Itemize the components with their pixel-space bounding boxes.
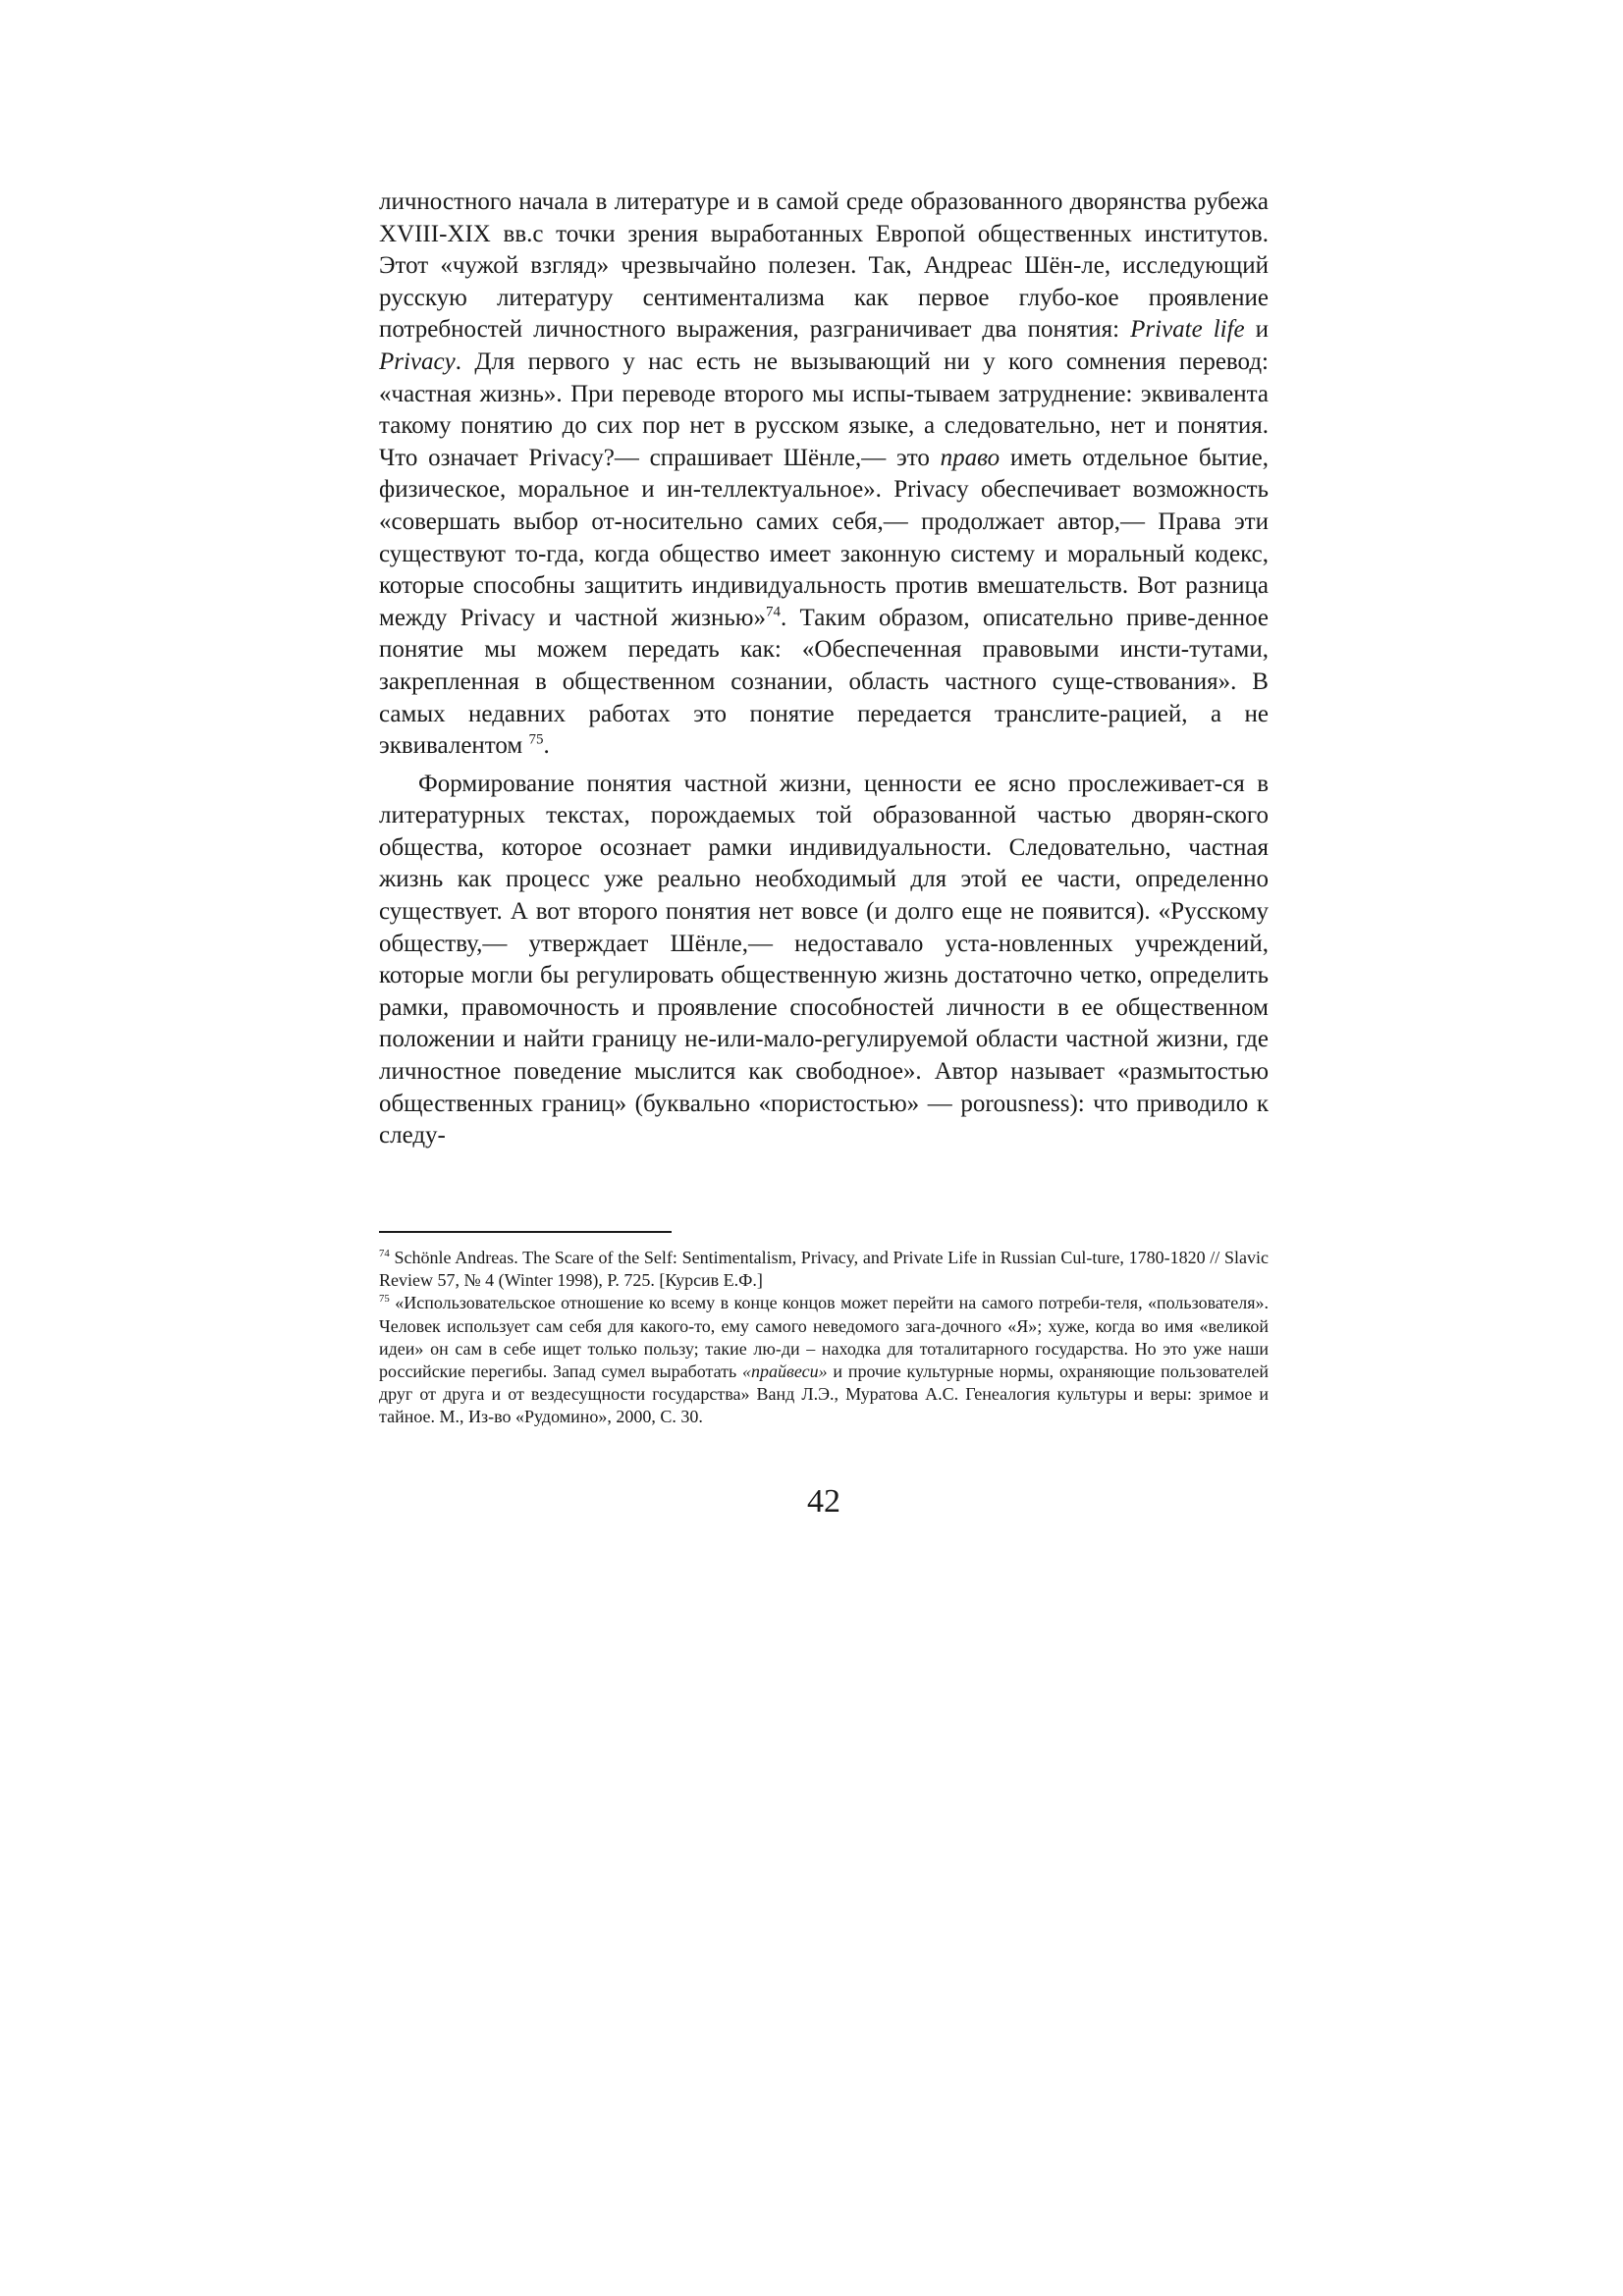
footnote-ref-74[interactable]: 74 [765, 604, 781, 620]
footnote-74 [379, 1247, 1269, 1292]
paragraph-1 [379, 187, 1269, 763]
footnote-divider [379, 1231, 672, 1233]
paragraph-1-text-4: иметь отдельное бытие, физическое, моральное и ин-теллектуальное». Privacy обеспечивает возможность «совершать выбор от-носительно самих себя,— продолжает автор,— Права эти существуют то-гда, когда общество имеет законную систему и моральный кодекс, которые способны защитить индивидуальность против вмешательств. Вот разница между Privacy и частной жизнью» [379, 444, 1270, 631]
paragraph-2: Формирование понятия частной жизни, ценности ее ясно прослеживает-ся в литературных текстах, порождаемых той образованной частью дворян-ского общества, которое осознает рамки индивидуальности. Следовательно, частная жизнь как процесс уже реально необходимый для этой ее части, определенно существует. А вот второго понятия нет вовсе (и долго еще не появится). «Русскому обществу,— утверждает Шёнле,— недоставало уста-новленных учреждений, которые могли бы регулировать общественную жизнь достаточно четко, определить рамки, правомочность и проявление способностей личности в ее общественном положении и найти границу не-или-мало-регулируемой области частной жизни, где личностное поведение мыслится как свободное». Автор называет «размытостью общественных границ» (буквально «пористостью» — porousness): что приводило к следу- [379, 770, 1269, 1149]
term-privacy: Privacy [379, 347, 456, 375]
footnote-number-74: 74 [379, 1248, 390, 1259]
footnote-74-text: Schönle Andreas. The Scare of the Self: Sentimentalism, Privacy, and Private Life in Russian Cul-ture, 1780-1820 // Slavic Review 57, № 4 (Winter 1998), P. 725. [Курсив Е.Ф.] [379, 1248, 1269, 1291]
emphasis-pravo: право [940, 444, 1001, 471]
paragraph-1-text-3: . Для первого у нас есть не вызывающий ни у кого сомнения перевод: «частная жизнь». При переводе второго мы испы-тываем затруднение: эквивалента такому понятию до сих пор нет в русском языке, а следовательно, нет и понятия. Что означает Privacy?— спрашивает Шёнле,— это [379, 347, 1269, 471]
footnotes [379, 1247, 1269, 1429]
term-private-life: Private life [1130, 316, 1245, 344]
footnote-75 [379, 1292, 1269, 1428]
page-body [379, 187, 1269, 1152]
paragraph-1-text-5: . Таким образом, описательно приве-денное понятие мы можем передать как: «Обеспеченная правовыми инсти-тутами, закрепленная в общественном сознании, область частного суще-ствования». В самых недавних работах это понятие передается транслите-рацией, а не эквивалентом [379, 604, 1269, 760]
page-number: 42 [807, 1483, 840, 1520]
footnote-number-75: 75 [379, 1293, 390, 1306]
footnote-ref-75[interactable]: 75 [528, 731, 544, 748]
footnote-75-text-2: и прочие культурные нормы, охраняющие пользователей друг от друга и от вездесущности государства» Ванд Л.Э., Муратова А.С. Генеалогия культуры и веры: зримое и тайное. М., Из-во «Рудомино», 2000, С. 30. [379, 1362, 1269, 1427]
paragraph-1-text-2: и [1244, 316, 1269, 344]
footnote-75-text-1: «Использовательское отношение ко всему в конце концов может перейти на самого потреби-теля, «пользователя». Человек использует сам себя для какого-то, ему самого неведомого зага-дочного «Я»; хуже, когда во имя «великой идеи» он сам в себе ищет только пользу; такие лю-ди – находка для тоталитарного государства. Но это уже наши российские перегибы. Запад сумел выработать [379, 1293, 1269, 1382]
footnote-75-emphasis: «прайвеси» [742, 1362, 828, 1382]
paragraph-1-text-6: . [543, 732, 550, 760]
paragraph-1-text-1: личностного начала в литературе и в самой среде образованного дворянства рубежа XVIII-XIX вв.с точки зрения выработанных Европой общественных институтов. Этот «чужой взгляд» чрезвычайно полезен. Так, Андреас Шён-ле, исследующий русскую литературу сентиментализма как первое глубо-кое проявление потребностей личностного выражения, разграничивает два понятия: [379, 188, 1269, 344]
